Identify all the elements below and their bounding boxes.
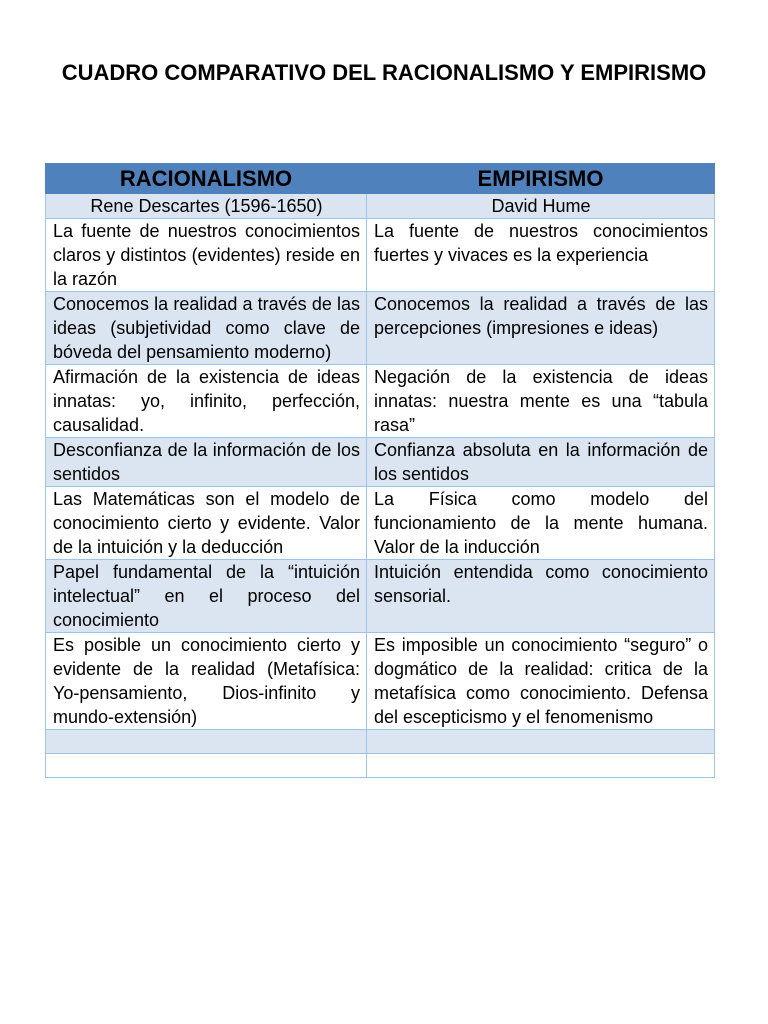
table-row-authors bbox=[46, 194, 715, 219]
comparison-table bbox=[45, 163, 715, 778]
cell-racionalismo: Afirmación de la existencia de ideas innatas: yo, infinito, perfección, causalidad. bbox=[46, 365, 367, 438]
cell-racionalismo: Papel fundamental de la “intuición intelectual” en el proceso del conocimiento bbox=[46, 560, 367, 633]
cell-empirismo: Intuición entendida como conocimiento sensorial. bbox=[367, 560, 715, 633]
header-racionalismo: RACIONALISMO bbox=[46, 164, 367, 194]
table-row-empty bbox=[46, 754, 715, 778]
table-row bbox=[46, 219, 715, 292]
author-racionalismo: Rene Descartes (1596-1650) bbox=[46, 194, 367, 219]
cell-racionalismo: Desconfianza de la información de los sentidos bbox=[46, 438, 367, 487]
cell-empirismo: Conocemos la realidad a través de las percepciones (impresiones e ideas) bbox=[367, 292, 715, 365]
table-row bbox=[46, 292, 715, 365]
table-header-row bbox=[46, 164, 715, 194]
table-row bbox=[46, 633, 715, 730]
table-row bbox=[46, 438, 715, 487]
cell-racionalismo: Las Matemáticas son el modelo de conocimiento cierto y evidente. Valor de la intuición y la deducción bbox=[46, 487, 367, 560]
cell-racionalismo: La fuente de nuestros conocimientos claros y distintos (evidentes) reside en la razón bbox=[46, 219, 367, 292]
author-empirismo: David Hume bbox=[367, 194, 715, 219]
table-row bbox=[46, 560, 715, 633]
cell-empirismo: La Física como modelo del funcionamiento de la mente humana. Valor de la inducción bbox=[367, 487, 715, 560]
table-row bbox=[46, 487, 715, 560]
cell-racionalismo: Conocemos la realidad a través de las ideas (subjetividad como clave de bóveda del pensamiento moderno) bbox=[46, 292, 367, 365]
cell-empirismo: La fuente de nuestros conocimientos fuertes y vivaces es la experiencia bbox=[367, 219, 715, 292]
header-empirismo: EMPIRISMO bbox=[367, 164, 715, 194]
cell-empirismo: Confianza absoluta en la información de los sentidos bbox=[367, 438, 715, 487]
empty-cell bbox=[367, 754, 715, 778]
empty-cell bbox=[367, 730, 715, 754]
cell-racionalismo: Es posible un conocimiento cierto y evidente de la realidad (Metafísica: Yo-pensamiento, Dios-infinito y mundo-extensión) bbox=[46, 633, 367, 730]
cell-empirismo: Es imposible un conocimiento “seguro” o dogmático de la realidad: critica de la metafísica como conocimiento. Defensa del escepticismo y el fenomenismo bbox=[367, 633, 715, 730]
cell-empirismo: Negación de la existencia de ideas innatas: nuestra mente es una “tabula rasa” bbox=[367, 365, 715, 438]
page-title: CUADRO COMPARATIVO DEL RACIONALISMO Y EMPIRISMO bbox=[61, 60, 707, 85]
empty-cell bbox=[46, 730, 367, 754]
table-row bbox=[46, 365, 715, 438]
table-row-empty bbox=[46, 730, 715, 754]
empty-cell bbox=[46, 754, 367, 778]
